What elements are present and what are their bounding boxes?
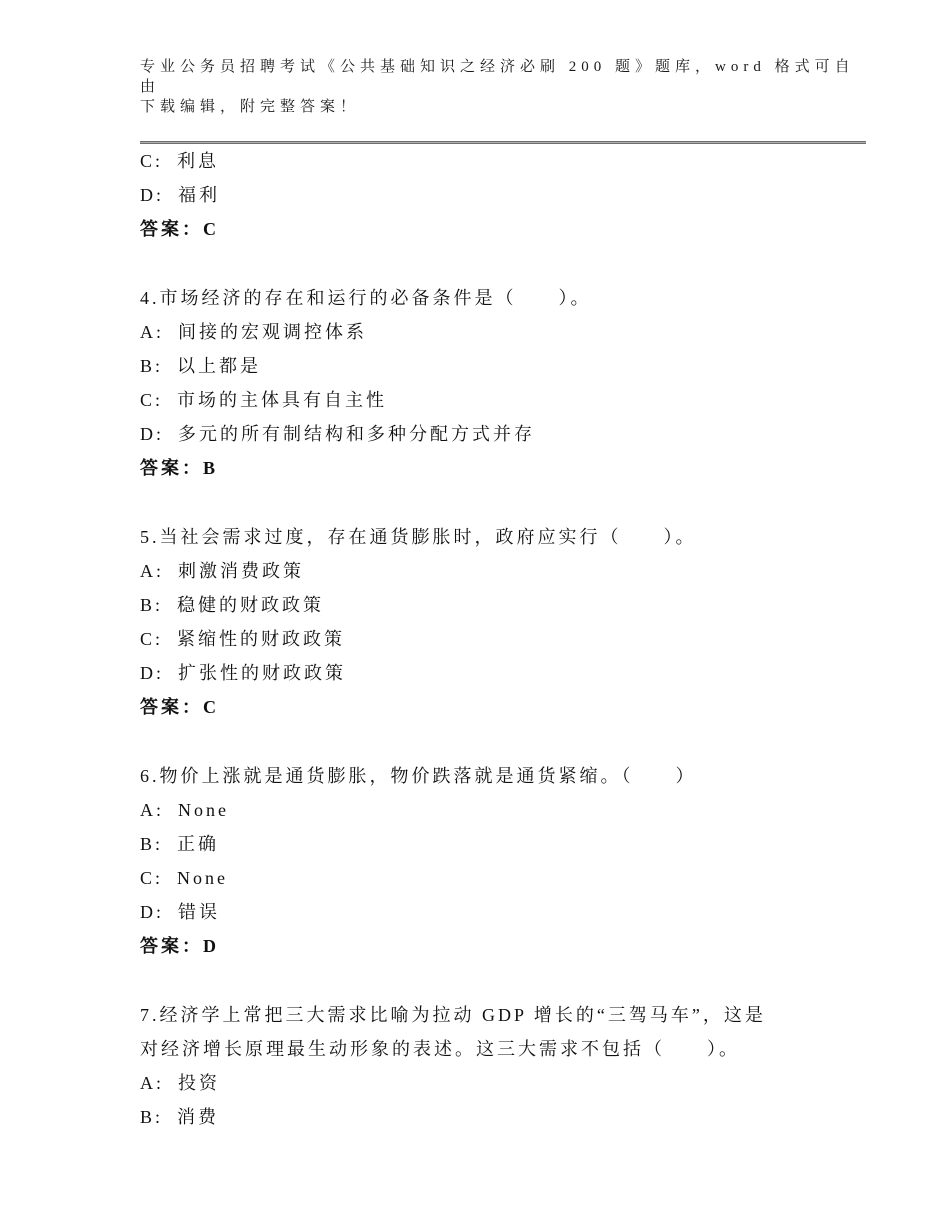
option-label: D: [140, 902, 164, 922]
option-label: C: [140, 868, 164, 888]
answer-value: C [203, 219, 219, 239]
option-row [140, 1066, 866, 1100]
option-row [140, 895, 866, 929]
option-label: C: [140, 390, 164, 410]
question-block-7 [140, 998, 866, 1134]
header-line-2: 下载编辑，附完整答案！ [140, 99, 361, 115]
question-stem: 4.市场经济的存在和运行的必备条件是（ ）。 [140, 288, 592, 308]
question-stem: 6.物价上涨就是通货膨胀，物价跌落就是通货紧缩。（ ） [140, 766, 697, 786]
option-text: 多元的所有制结构和多种分配方式并存 [178, 424, 535, 444]
document-header [140, 57, 866, 117]
option-text: 以上都是 [177, 356, 262, 376]
option-label: D: [140, 424, 164, 444]
option-text: 紧缩性的财政政策 [177, 629, 346, 649]
option-row [140, 1100, 866, 1134]
option-label: C: [140, 151, 164, 171]
document-body [140, 144, 866, 1134]
option-label: A: [140, 561, 164, 581]
option-label: B: [140, 834, 164, 854]
option-text: 刺激消费政策 [178, 561, 304, 581]
question-block-3-partial [140, 144, 866, 246]
option-text: None [177, 868, 229, 888]
answer-value: B [203, 458, 219, 478]
option-label: A: [140, 322, 164, 342]
option-text: 间接的宏观调控体系 [178, 322, 367, 342]
question-block-6 [140, 759, 866, 963]
question-stem: 5.当社会需求过度，存在通货膨胀时，政府应实行（ ）。 [140, 527, 697, 547]
question-stem-line-2: 对经济增长原理最生动形象的表述。这三大需求不包括（ ）。 [140, 1039, 740, 1059]
option-label: D: [140, 185, 164, 205]
answer-label: 答案： [140, 219, 203, 239]
option-text: None [178, 800, 229, 820]
answer-value: D [203, 936, 219, 956]
answer-label: 答案： [140, 458, 203, 478]
answer-row [140, 690, 866, 724]
answer-row [140, 451, 866, 485]
option-label: A: [140, 800, 164, 820]
option-row [140, 417, 866, 451]
option-row [140, 827, 866, 861]
option-label: B: [140, 595, 164, 615]
answer-row [140, 212, 866, 246]
question-block-5 [140, 520, 866, 724]
option-label: B: [140, 356, 164, 376]
answer-label: 答案： [140, 697, 203, 717]
option-label: D: [140, 663, 164, 683]
answer-label: 答案： [140, 936, 203, 956]
option-row [140, 315, 866, 349]
answer-value: C [203, 697, 219, 717]
option-row [140, 861, 866, 895]
option-row [140, 178, 866, 212]
option-row [140, 656, 866, 690]
option-label: A: [140, 1073, 164, 1093]
option-text: 稳健的财政政策 [177, 595, 325, 615]
option-label: C: [140, 629, 164, 649]
question-stem-line-1: 7.经济学上常把三大需求比喻为拉动 GDP 增长的“三驾马车”，这是 [140, 1005, 766, 1025]
option-row [140, 554, 866, 588]
option-row [140, 144, 866, 178]
option-text: 错误 [178, 902, 220, 922]
option-row [140, 383, 866, 417]
option-text: 扩张性的财政政策 [178, 663, 346, 683]
option-text: 市场的主体具有自主性 [177, 390, 388, 410]
option-row [140, 349, 866, 383]
option-text: 消费 [177, 1107, 220, 1127]
header-line-1: 专业公务员招聘考试《公共基础知识之经济必刷 200 题》题库，word 格式可自由 [140, 59, 855, 95]
option-text: 福利 [178, 185, 220, 205]
option-text: 投资 [178, 1073, 220, 1093]
question-block-4 [140, 281, 866, 485]
option-text: 正确 [177, 834, 220, 854]
option-row [140, 588, 866, 622]
option-row [140, 793, 866, 827]
option-text: 利息 [177, 151, 220, 171]
option-label: B: [140, 1107, 164, 1127]
answer-row [140, 929, 866, 963]
option-row [140, 622, 866, 656]
